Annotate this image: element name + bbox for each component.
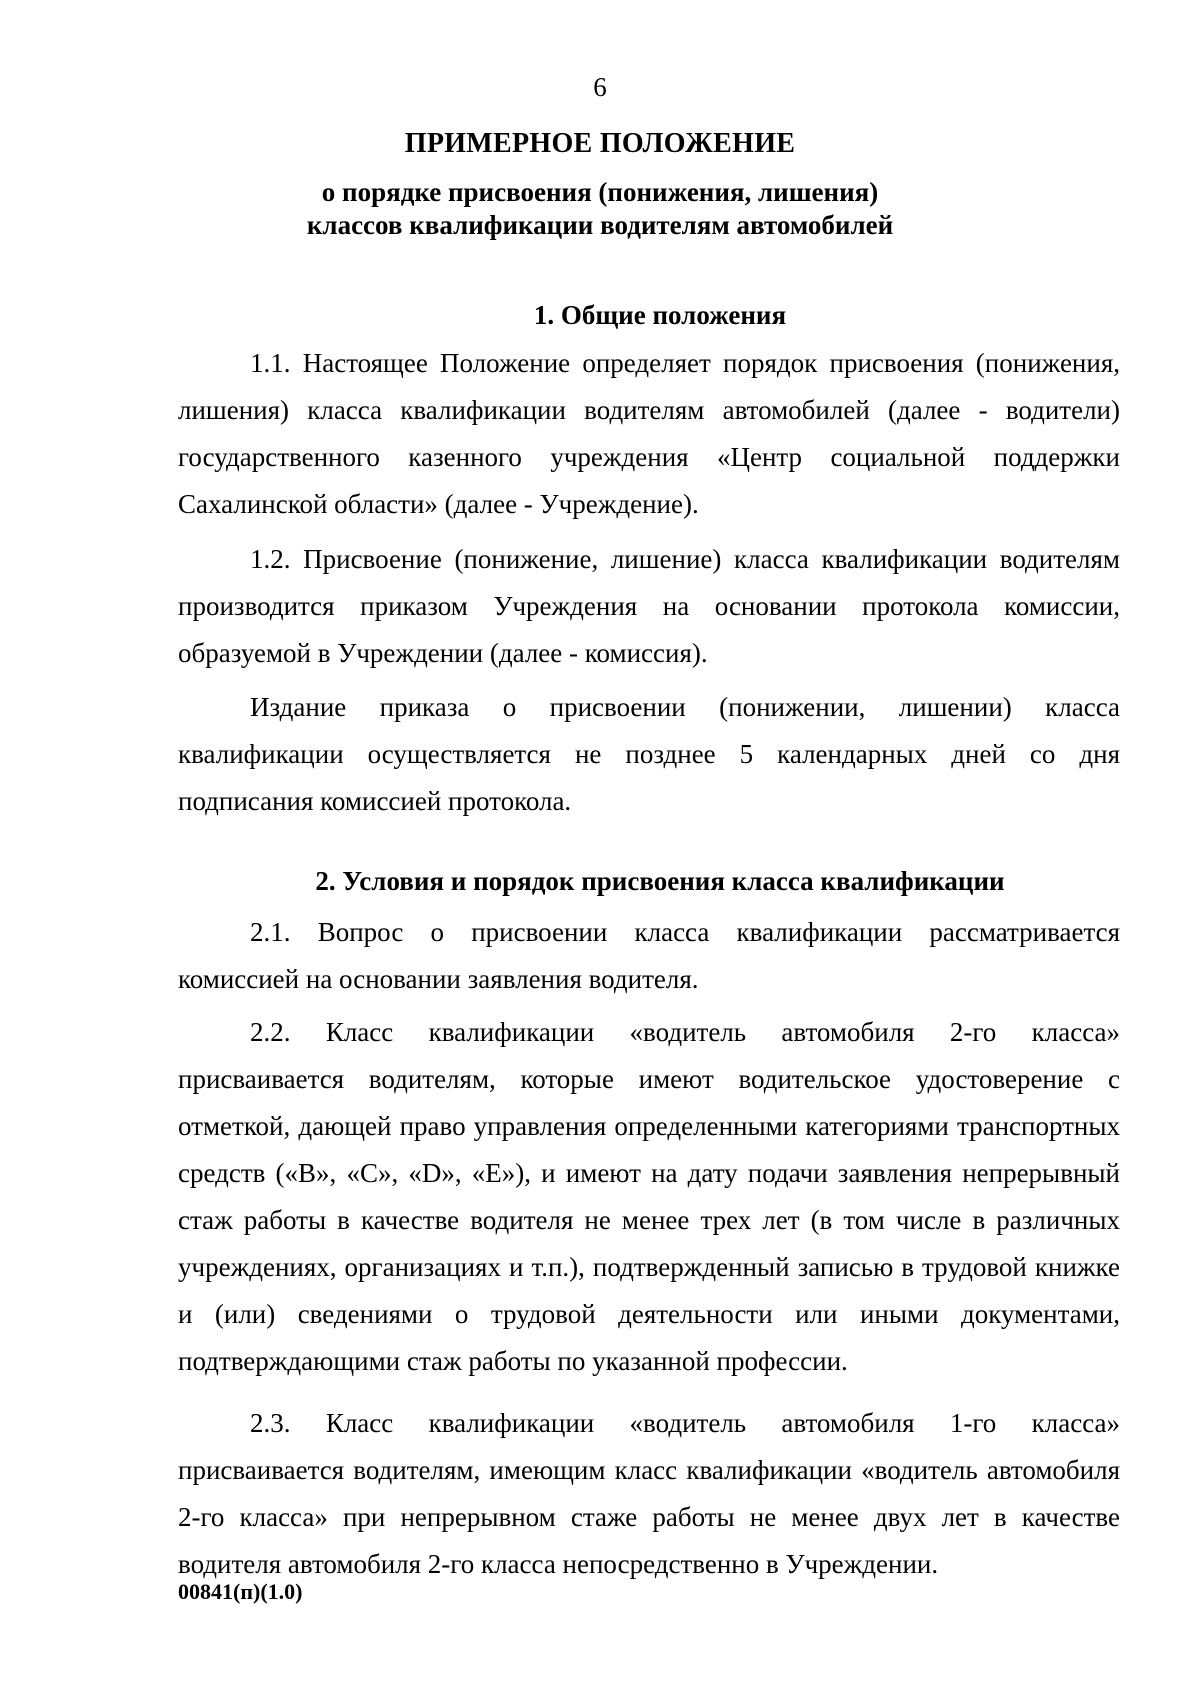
page-number: 6	[593, 72, 607, 102]
paragraph-1-2: 1.2. Присвоение (понижение, лишение) класса квалификации водителям производится приказом Учреждения на основании протокола комиссии, образуемой в Учреждении (далее - комиссия).	[178, 544, 1120, 668]
paragraph-2-1: 2.1. Вопрос о присвоении класса квалификации рассматривается комиссией на основании заявления водителя.	[178, 917, 1120, 994]
document-code: 00841(п)(1.0)	[178, 1579, 303, 1604]
document-subtitle-line-1: о порядке присвоения (понижения, лишения)	[321, 177, 879, 207]
document-subtitle-line-2: классов квалификации водителям автомобилей	[306, 210, 894, 240]
section-heading-conditions: 2. Условия и порядок присвоения класса квалификации	[315, 866, 1005, 896]
paragraph-2-3: 2.3. Класс квалификации «водитель автомобиля 1-го класса» присваивается водителям, имеющим класс квалификации «водитель автомобиля 2-го класса» при непрерывном стаже работы не менее двух лет в качестве водителя автомобиля 2-го класса непосредственно в Учреждении.	[178, 1408, 1120, 1579]
section-heading-general-provisions: 1. Общие положения	[533, 300, 787, 330]
paragraph-2-2: 2.2. Класс квалификации «водитель автомобиля 2-го класса» присваивается водителям, которые имеют водительское удостоверение с отметкой, дающей право управления определенными категориями транспортных средств («В», «С», «D», «Е»), и имеют на дату подачи заявления непрерывный стаж работы в качестве водителя не менее трех лет (в том числе в различных учреждениях, организациях и т.п.), подтвержденный записью в трудовой книжке и (или) сведениями о трудовой деятельности или иными документами, подтверждающими стаж работы по указанной профессии.	[178, 1017, 1120, 1376]
paragraph-1-1: 1.1. Настоящее Положение определяет порядок присвоения (понижения, лишения) класса квалификации водителям автомобилей (далее - водители) государственного казенного учреждения «Центр социальной поддержки Сахалинской области» (далее - Учреждение).	[178, 348, 1120, 519]
document-title: ПРИМЕРНОЕ ПОЛОЖЕНИЕ	[404, 128, 796, 159]
paragraph-1-2-order: Издание приказа о присвоении (понижении, лишении) класса квалификации осуществляется не позднее 5 календарных дней со дня подписания комиссией протокола.	[178, 692, 1120, 816]
